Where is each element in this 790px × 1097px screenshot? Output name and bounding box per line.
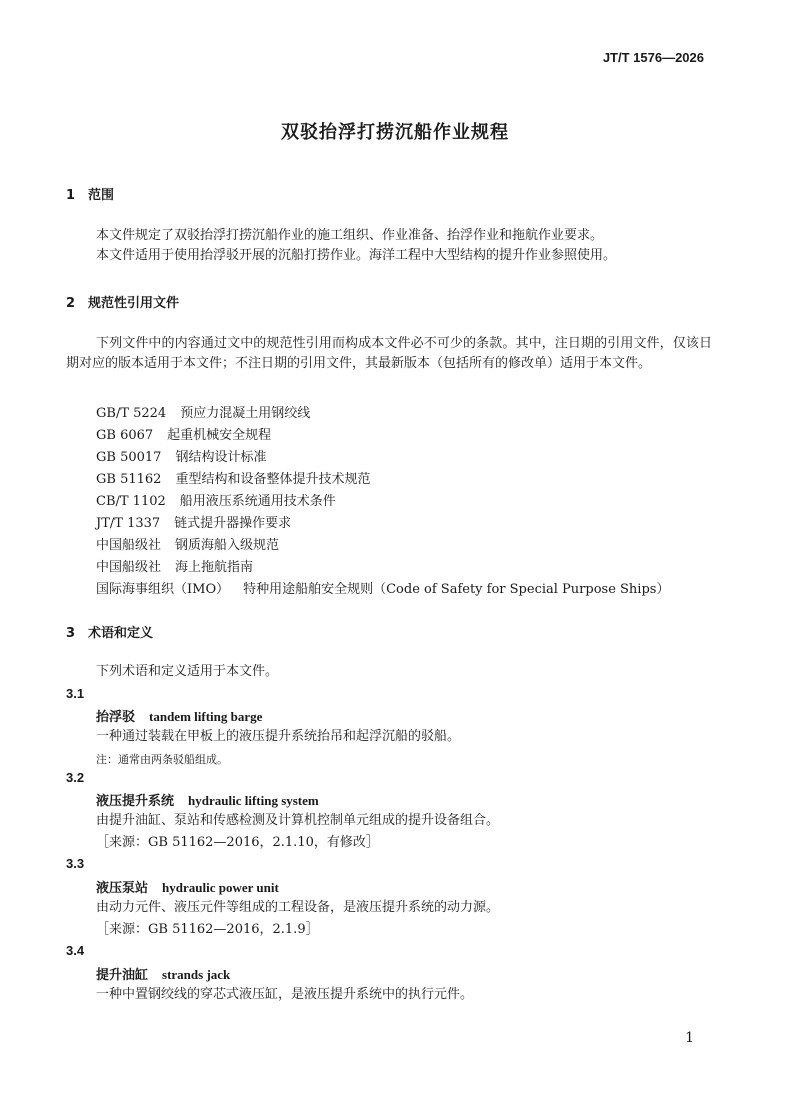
term-number: 3.4 [66,943,85,958]
term-definition: 由动力元件、液压元件等组成的工程设备，是液压提升系统的动力源。 [96,900,500,915]
section-3-heading [66,622,153,641]
term-number: 3.2 [66,770,85,785]
section-title: 术语和定义 [88,626,154,641]
term-note: 注：通常由两条驳船组成。 [96,753,228,766]
document-title: 双驳抬浮打捞沉船作业规程 [281,122,509,143]
reference-item [96,578,669,597]
reference-item [96,556,253,575]
term-number: 3.1 [66,686,85,701]
reference-item [96,446,266,465]
section-3-intro: 下列术语和定义适用于本文件。 [96,664,279,679]
page-number: 1 [685,1030,694,1046]
reference-code: GB 51162 [96,472,162,487]
reference-code: 中国船级社 [96,560,162,575]
term-source: ［来源：GB 51162—2016，2.1.9］ [96,922,319,937]
term-heading [96,964,230,983]
term-zh: 液压提升系统 [96,794,175,809]
term-en: tandem lifting barge [149,709,263,724]
section-number: 2 [66,296,76,311]
term-definition: 一种通过装载在甲板上的液压提升系统抬吊和起浮沉船的驳船。 [96,729,461,744]
section-number: 1 [66,188,76,203]
section-1-heading [66,184,114,203]
document-number: JT/T 1576—2026 [602,50,704,65]
reference-name: 海上拖航指南 [175,560,254,575]
term-en: hydraulic power unit [162,880,279,895]
term-en: strands jack [162,967,231,982]
reference-item [96,402,310,421]
reference-name: 钢质海船入级规范 [175,538,280,553]
reference-name: 链式提升器操作要求 [174,516,292,531]
term-definition: 由提升油缸、泵站和传感检测及计算机控制单元组成的提升设备组合。 [96,813,500,828]
section-2-heading [66,292,179,311]
reference-item [96,468,370,487]
section-1-paragraph-1: 本文件规定了双驳抬浮打捞沉船作业的施工组织、作业准备、抬浮作业和拖航作业要求。 [96,228,604,243]
term-number: 3.3 [66,856,85,871]
reference-name: 重型结构和设备整体提升技术规范 [175,472,371,487]
reference-code: CB/T 1102 [96,494,166,509]
reference-code: GB 50017 [96,450,162,465]
reference-item [96,512,291,531]
reference-item [96,490,336,509]
section-number: 3 [66,626,76,641]
term-en: hydraulic lifting system [188,793,319,808]
reference-item [96,424,271,443]
term-heading [96,790,319,809]
term-heading [96,706,262,725]
reference-code: 国际海事组织（IMO） [96,582,230,597]
section-1-paragraph-2: 本文件适用于使用抬浮驳开展的沉船打捞作业。海洋工程中大型结构的提升作业参照使用。 [96,248,617,263]
term-source: ［来源：GB 51162—2016，2.1.10，有修改］ [96,835,379,850]
reference-code: JT/T 1337 [96,516,161,531]
reference-name: 预应力混凝土用钢绞线 [180,406,311,421]
term-heading [96,877,279,896]
section-2-intro: 下列文件中的内容通过文中的规范性引用而构成本文件必不可少的条款。其中，注日期的引用文件，仅该日期对应的版本适用于本文件；不注日期的引用文件，其最新版本（包括所有的修改单）适用于本文件。 [66,336,712,371]
term-zh: 液压泵站 [96,881,149,896]
reference-code: GB/T 5224 [96,406,167,421]
reference-name: 钢结构设计标准 [175,450,267,465]
reference-code: 中国船级社 [96,538,162,553]
term-zh: 提升油缸 [96,968,149,983]
section-title: 规范性引用文件 [88,296,180,311]
reference-item [96,534,279,553]
reference-name: 起重机械安全规程 [167,428,272,443]
reference-name: 特种用途船舶安全规则（Code of Safety for Special Purpose Ships） [243,582,670,597]
term-definition: 一种中置钢绞线的穿芯式液压缸，是液压提升系统中的执行元件。 [96,987,474,1002]
term-zh: 抬浮驳 [96,710,136,725]
reference-code: GB 6067 [96,428,154,443]
section-title: 范围 [88,188,115,203]
reference-name: 船用液压系统通用技术条件 [179,494,336,509]
